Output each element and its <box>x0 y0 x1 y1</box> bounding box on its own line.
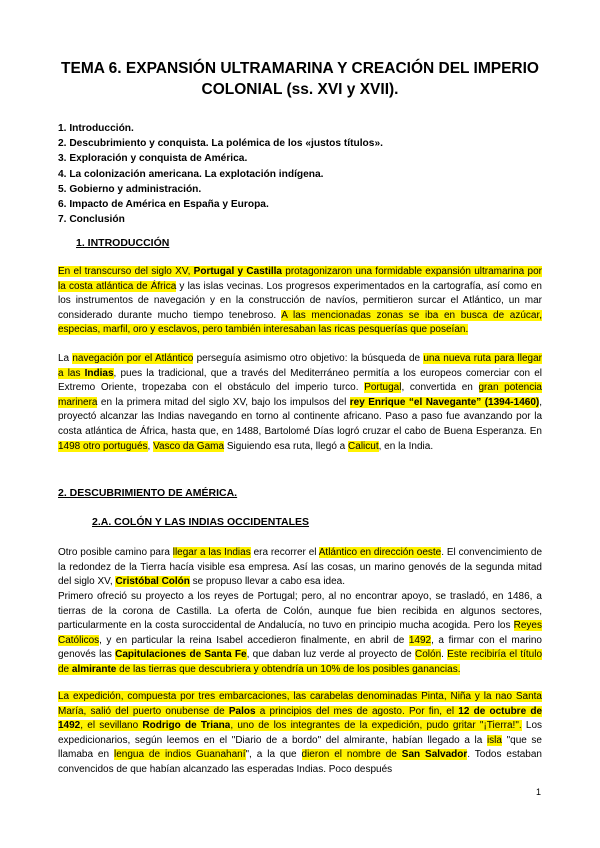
text-run: Primero ofreció su proyecto a los reyes de Portugal; pero, al no encontrar apoyo, se trasladó, en 1486, a tierras de la corona de Castilla. La oferta de Colón, aunque fue bien recibida en algunos sectores, particularmente en la costa suroccidental de Andalucía, no tuvo en principio mucha acogida. Pero los <box>58 591 542 632</box>
text-run: perseguía asimismo otro objetivo: la búsqueda de <box>193 353 424 364</box>
text-run: , <box>147 440 154 452</box>
highlighted-text: Este recibiría el título de <box>58 649 543 675</box>
text-run: . Todos estaban convencidos de que habían alcanzado las esperadas Indias. Poco después <box>58 749 542 775</box>
toc-item: 7. Conclusión <box>58 214 125 226</box>
highlighted-text: Indias <box>84 367 114 379</box>
section-heading-introduccion: 1. INTRODUCCIÓN <box>76 237 170 249</box>
subsection-heading-colon: 2.A. COLÓN Y LAS INDIAS OCCIDENTALES <box>92 516 310 528</box>
text-run: era recorrer el <box>250 547 319 558</box>
page-title: TEMA 6. EXPANSIÓN ULTRAMARINA Y CREACIÓN DEL IMPERIO COLONIAL (ss. XVI y XVII). <box>61 60 539 98</box>
text-run: . <box>441 649 448 661</box>
text-run: "que se llamaba en <box>58 734 542 761</box>
highlighted-text: lengua de indios Guanahaní <box>113 749 246 761</box>
paragraph-5 <box>58 690 542 778</box>
text-run: , convertida en <box>401 382 479 394</box>
paragraph-3 <box>58 546 542 590</box>
toc-item: 5. Gobierno y administración. <box>58 183 202 195</box>
highlighted-text: 1492 <box>408 634 432 646</box>
toc-item: 3. Exploración y conquista de América. <box>58 153 248 165</box>
text-run: en la primera mitad del siglo XV, bajo los impulsos del <box>97 396 350 408</box>
highlighted-text: Reyes Católicos <box>58 620 542 646</box>
highlighted-text: Portugal <box>364 382 402 394</box>
highlighted-text: de las tierras que descubriera y obtendría un 10% de los posibles ganancias. <box>116 663 461 675</box>
highlighted-text: A las mencionadas zonas se iba en busca de azúcar, especias, marfil, oro y esclavos, pero también interesaban las ricas pesquerías que poseían. <box>58 309 542 336</box>
text-run: Los expedicionarios, según leemos en el "Diario de a bordo" del almirante, habían llegado a la <box>58 720 543 746</box>
highlighted-text: una nueva ruta para llegar a las <box>58 353 542 379</box>
highlighted-text: Portugal y Castilla <box>193 266 282 277</box>
text-run: se propuso llevar a cabo esa idea. <box>189 576 346 588</box>
text-run: ", a la que <box>245 749 302 761</box>
paragraph-2 <box>58 352 542 454</box>
highlighted-text: , uno de los integrantes de la expedición, pudo gritar "¡Tierra!". <box>230 720 522 732</box>
highlighted-text: almirante <box>71 663 117 675</box>
text-run: , que daban luz verde al proyecto de <box>246 649 415 661</box>
text-run: y las islas vecinas. Los progresos experimentados en la cartografía, así como en los instrumentos de navegación y en la construcción de navíos, permitieron surcar el Atlántico, un mar considerado durante mucho tiempo tenebroso. <box>58 280 542 321</box>
toc-item: 1. Introducción. <box>58 123 134 134</box>
highlighted-text: En el transcurso del siglo XV, <box>58 266 194 277</box>
text-run: Siguiendo esa ruta, llegó a <box>224 440 349 452</box>
highlighted-text: isla <box>486 734 502 746</box>
text-run: Otro posible camino para <box>58 547 173 558</box>
text-run: . El convencimiento de la redondez de la Tierra hacía visible esa empresa. Así las cosas, un marino genovés de la segunda mitad del siglo XV, <box>58 547 543 588</box>
highlighted-text: Atlántico en dirección oeste <box>318 547 442 558</box>
highlighted-text: gran potencia marinera <box>58 382 542 408</box>
paragraph-4 <box>58 590 542 678</box>
toc-item: 4. La colonización americana. La explotación indígena. <box>58 168 324 180</box>
highlighted-text: 1498 otro portugués <box>58 440 148 452</box>
text-run: , proyectó alcanzar las Indias navegando en torno al continente africano. Paso a paso fue avanzando por la costa atlántica de África, hasta que, en 1488, Bartolomé Días logró cruzar el cabo de Buena Esperanza. En <box>58 396 542 437</box>
highlighted-text: Calicut <box>348 440 379 452</box>
text-run: , a firmar con el marino genovés las <box>58 634 542 661</box>
highlighted-text: dieron el nombre de <box>301 749 402 761</box>
highlighted-text: San Salvador <box>401 749 468 761</box>
text-run: , en la India. <box>378 440 434 452</box>
highlighted-text: La expedición, compuesta por tres embarcaciones, las carabelas denominadas Pinta, Niña y la nao Santa María, salió del puerto onubense de <box>58 691 542 717</box>
page-number: 1 <box>536 787 542 797</box>
highlighted-text: Vasco da Gama <box>153 440 225 452</box>
highlighted-text: navegación por el Atlántico <box>72 353 194 364</box>
highlighted-text: Rodrigo de Triana <box>142 720 231 732</box>
highlighted-text: a principios del mes de agosto. Por fin, el <box>255 705 459 717</box>
text-run: , y en particular la reina Isabel accedieron finalmente, en abril de <box>99 634 409 646</box>
paragraph-1 <box>58 265 542 338</box>
highlighted-text: Capitulaciones de Santa Fe <box>115 649 247 661</box>
highlighted-text: Palos <box>228 705 256 717</box>
table-of-contents <box>58 121 383 227</box>
highlighted-text: , el sevillano <box>80 720 143 732</box>
highlighted-text: rey Enrique “el Navegante” (1394-1460) <box>349 396 540 408</box>
highlighted-text: Cristóbal Colón <box>115 576 190 588</box>
text-run: , pues la tradicional, que a través del Mediterráneo permitía a los europeos comerciar con el Extremo Oriente, tropezaba con el obstáculo del imperio turco. <box>58 367 542 394</box>
highlighted-text: llegar a las Indias <box>172 547 251 558</box>
toc-item: 2. Descubrimiento y conquista. La polémica de los «justos títulos». <box>58 138 383 150</box>
highlighted-text: 12 de octubre de 1492 <box>58 705 543 732</box>
toc-item: 6. Impacto de América en España y Europa. <box>58 199 269 211</box>
section-heading-descubrimiento: 2. DESCUBRIMIENTO DE AMÉRICA. <box>58 487 238 499</box>
highlighted-text: Colón <box>415 649 442 661</box>
text-run: La <box>58 353 73 364</box>
highlighted-text: protagonizaron una formidable expansión ultramarina por la costa atlántica de África <box>58 266 542 292</box>
